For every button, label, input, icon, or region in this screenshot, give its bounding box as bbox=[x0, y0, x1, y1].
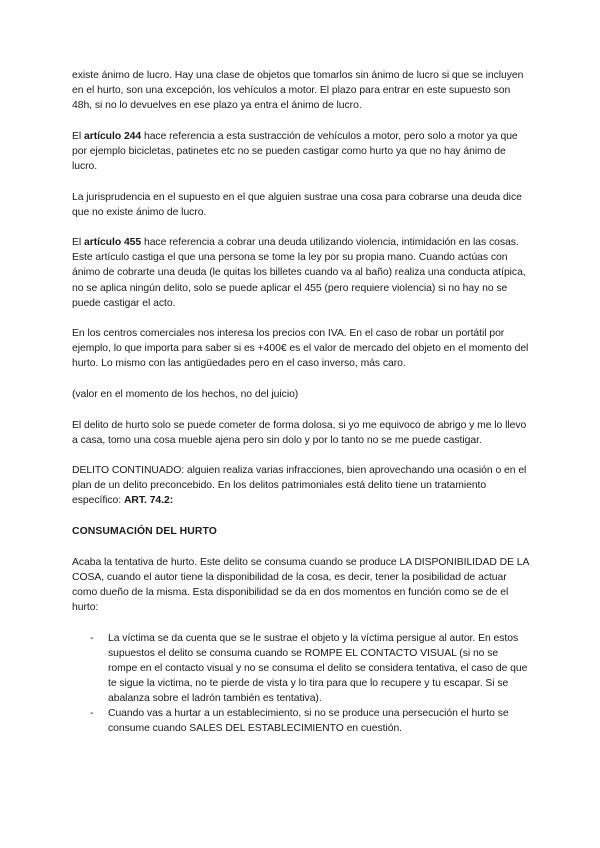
text-rest: hace referencia a cobrar una deuda utilizando violencia, intimidación en las cosas. Este artículo castiga el que una persona se tome la ley por su propia mano. Cuando actúas con ánimo de cobrarte una deuda (le quitas los billetes cuando va al baño) realiza una conducta atípica, no se aplica ningún delito, solo se puede aplicar el 455 (pero requiere violencia) si no hay no se puede castigar el acto. bbox=[72, 237, 526, 309]
paragraph-delito-continuado bbox=[72, 463, 530, 508]
paragraph-jurisprudencia: La jurisprudencia en el supuesto en el que alguien sustrae una cosa para cobrarse una deuda dice que no existe ánimo de lucro. bbox=[72, 191, 522, 218]
list-item-text: La víctima se da cuenta que se le sustrae el objeto y la víctima persigue al autor. En estos supuestos el delito se consuma cuando se ROMPE EL CONTACTO VISUAL (si no se rompe en el contacto visual y no se consuma el delito se considera tentativa, el caso de que te sigue la victima, no te pierde de vista y lo tira para que lo recupere y tu escapar. Si se abalanza sobre el ladrón también es tentativa). bbox=[108, 632, 528, 704]
article-244-ref: artículo 244 bbox=[83, 130, 142, 142]
text-prefix: El bbox=[72, 237, 84, 249]
dash-marker: - bbox=[90, 708, 94, 719]
paragraph-tentativa: Acaba la tentativa de hurto. Este delito se consuma cuando se produce LA DISPONIBILIDAD DE LA COSA, cuando el autor tiene la disponibilidad de la cosa, es decir, tener la posibilidad de actuar como dueño de la misma. Esta disponibilidad se da en dos momentos en función como se de el hurto: bbox=[72, 556, 529, 613]
paragraph-articulo-455 bbox=[72, 235, 530, 310]
list-item bbox=[90, 706, 530, 736]
paragraph-forma-dolosa: El delito de hurto solo se puede cometer de forma dolosa, si yo me equivoco de abrigo y me lo llevo a casa, tomo una cosa mueble ajena pero sin dolo y por lo tanto no se me puede castigar. bbox=[72, 419, 527, 446]
paragraph-animo-lucro: existe ánimo de lucro. Hay una clase de objetos que tomarlos sin ánimo de lucro si que se incluyen en el hurto, son una excepción, los vehículos a motor. El plazo para entrar en este supuesto son 48h, si no lo devuelves en ese plazo ya entra el ánimo de lucro. bbox=[72, 70, 524, 112]
paragraph-centros-comerciales: En los centros comerciales nos interesa los precios con IVA. En el caso de robar un portátil por ejemplo, lo que importa para saber si es +400€ es el valor de mercado del objeto en el momento del hurto. Lo mismo con las antigüedades pero en el caso inverso, más caro. bbox=[72, 328, 529, 370]
article-74-2-ref: ART. 74.2: bbox=[123, 495, 174, 507]
dash-marker: - bbox=[90, 632, 94, 644]
list-item-text: Cuando vas a hurtar a un establecimiento, si no se produce una persecución el hurto se consume cuando SALES DEL ESTABLECIMIENTO en cuestión. bbox=[108, 708, 509, 735]
list-item bbox=[90, 631, 530, 706]
section-heading-consumacion: CONSUMACIÓN DEL HURTO bbox=[72, 526, 217, 538]
text-prefix: El bbox=[72, 130, 84, 142]
article-455-ref: artículo 455 bbox=[83, 237, 142, 249]
text-rest: hace referencia a esta sustracción de vehículos a motor, pero solo a motor ya que por ejemplo bicicletas, patinetes etc no se pueden castigar como hurto ya que no hay ánimo de lucro. bbox=[72, 130, 518, 172]
paragraph-valor-hechos: (valor en el momento de los hechos, no del juicio) bbox=[72, 389, 299, 400]
consumption-moments-list bbox=[72, 631, 530, 737]
text-body: DELITO CONTINUADO: alguien realiza varias infracciones, bien aprovechando una ocasión o en el plan de un delito preconcebido. En los delitos patrimoniales está delito tiene un tratamiento específico: bbox=[72, 465, 527, 507]
paragraph-articulo-244 bbox=[72, 129, 530, 174]
